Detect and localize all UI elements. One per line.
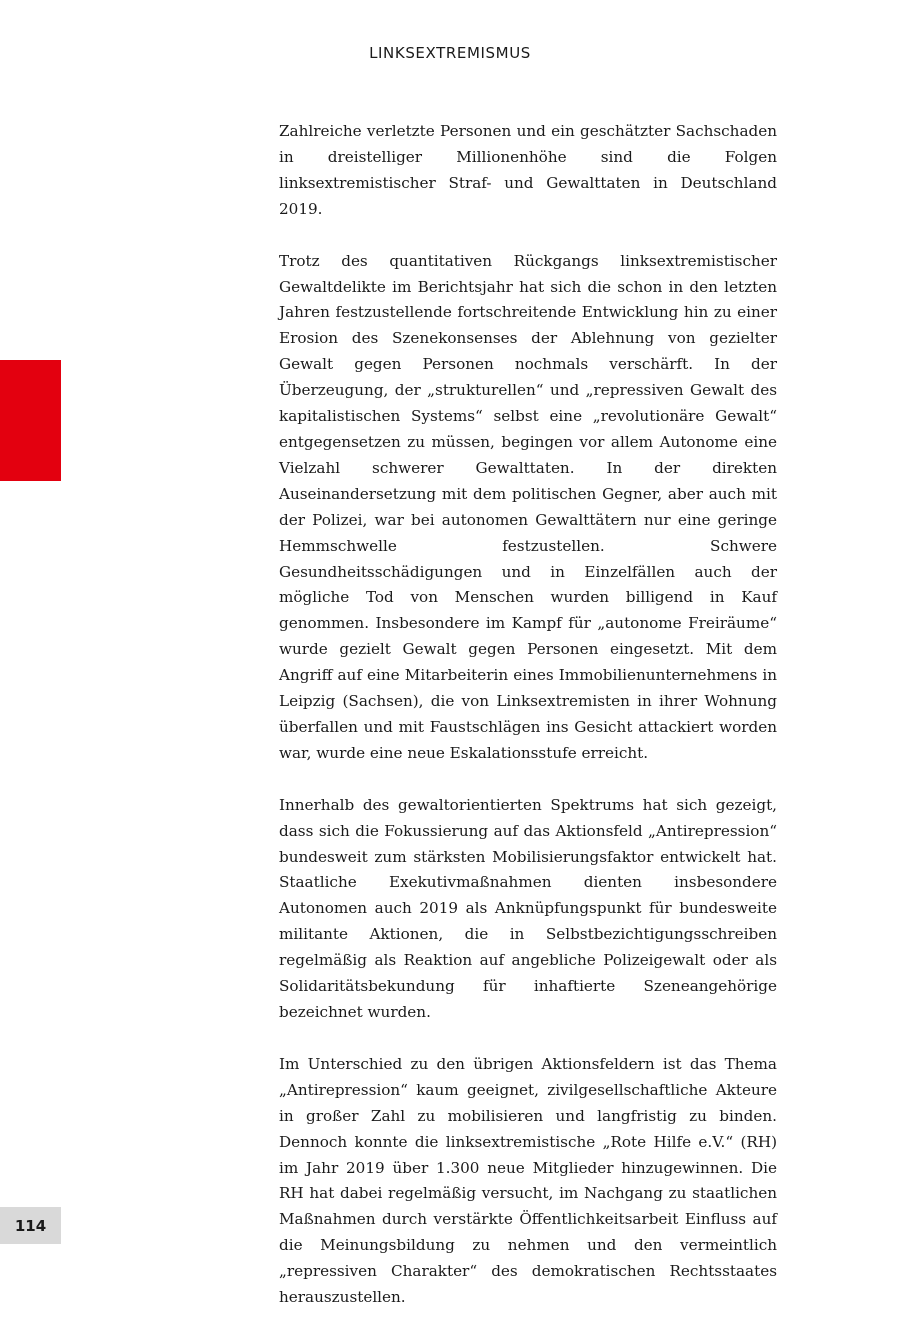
running-header: LINKSEXTREMISMUS xyxy=(369,44,531,62)
paragraph-4: Im Unterschied zu den übrigen Aktionsfeldern ist das Thema „Antirepression“ kaum geeignet, zivilgesellschaftliche Akteure in großer Zahl zu mobilisieren und langfristig zu binden. Dennoch konnte die linksextremistische „Rote Hilfe e.V.“ (RH) im Jahr 2019 über 1.300 neue Mitglieder hinzugewinnen. Die RH hat dabei regelmäßig versucht, im Nachgang zu staatlichen Maßnahmen durch verstärkte Öffentlichkeitsarbeit Einfluss auf die Meinungsbildung zu nehmen und den vermeintlich „repressiven Charakter“ des demokratischen Rechtsstaates herauszustellen. xyxy=(279,1054,777,1307)
chapter-marker xyxy=(0,360,61,481)
body-text xyxy=(279,119,777,1337)
page-number: 114 xyxy=(0,1207,61,1244)
paragraph-3: Innerhalb des gewaltorientierten Spektrums hat sich gezeigt, dass sich die Fokussierung auf das Aktionsfeld „Antirepression“ bundesweit zum stärksten Mobilisierungsfaktor entwickelt hat. Staatliche Exekutivmaßnahmen dienten insbesondere Autonomen auch 2019 als Anknüpfungspunkt für bundesweite militante Aktionen, die in Selbstbezichtigungsschreiben regelmäßig als Reaktion auf angebliche Polizeigewalt oder als Solidaritätsbekundung für inhaftierte Szeneangehörige bezeichnet wurden. xyxy=(279,795,777,1021)
paragraph-1: Zahlreiche verletzte Personen und ein geschätzter Sachschaden in dreistelliger Millionenhöhe sind die Folgen linksextremistischer Straf- und Gewalttaten in Deutschland 2019. xyxy=(279,122,777,218)
paragraph-2: Trotz des quantitativen Rückgangs linksextremistischer Gewaltdelikte im Berichtsjahr hat sich die schon in den letzten Jahren festzustellende fortschreitende Entwicklung hin zu einer Erosion des Szenekonsenses der Ablehnung von gezielter Gewalt gegen Personen nochmals verschärft. In der Überzeugung, der „strukturellen“ und „repressiven Gewalt des kapitalistischen Systems“ selbst eine „revolutionäre Gewalt“ entgegensetzen zu müssen, begingen vor allem Autonome eine Vielzahl schwerer Gewalttaten. In der direkten Auseinandersetzung mit dem politischen Gegner, aber auch mit der Polizei, war bei autonomen Gewalttätern nur eine geringe Hemmschwelle festzustellen. Schwere Gesundheitsschädigungen und in Einzelfällen auch der mögliche Tod von Menschen wurden billigend in Kauf genommen. Insbesondere im Kampf für „autonome Freiräume“ wurde gezielt Gewalt gegen Personen eingesetzt. Mit dem Angriff auf eine Mitarbeiterin eines Immobilienunternehmens in Leipzig (Sachsen), die von Linksextremisten in ihrer Wohnung überfallen und mit Faustschlägen ins Gesicht attackiert worden war, wurde eine neue Eskalationsstufe erreicht. xyxy=(279,251,777,762)
